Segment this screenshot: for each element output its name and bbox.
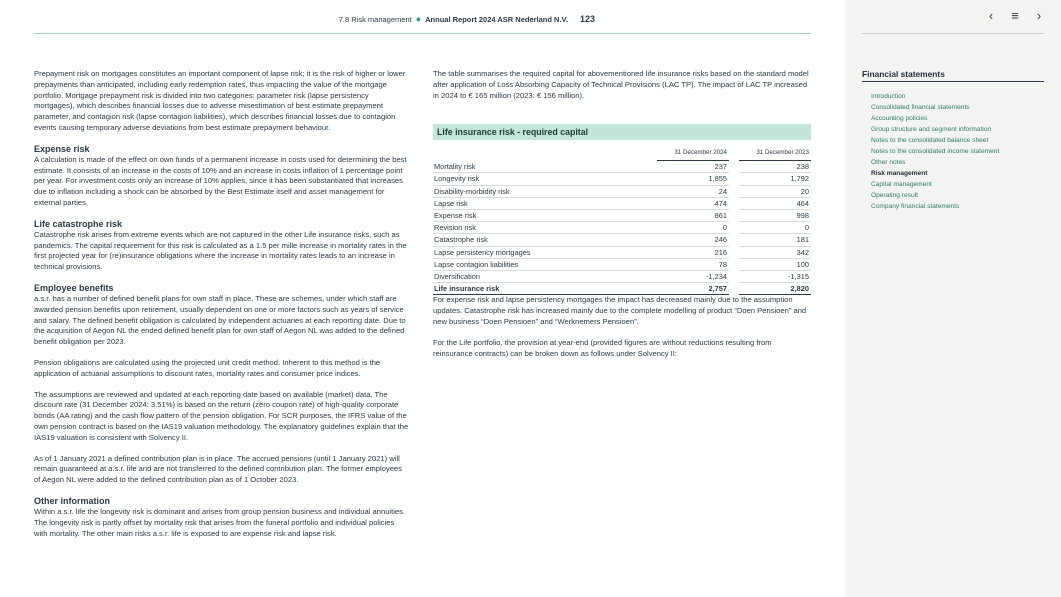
value-2024: 246 bbox=[657, 234, 729, 246]
table-row bbox=[433, 210, 811, 222]
value-2023: 0 bbox=[739, 222, 811, 234]
section-label: 7.8 Risk management bbox=[338, 14, 412, 24]
value-2023: 464 bbox=[739, 197, 811, 209]
assumptions-paragraph: The assumptions are reviewed and updated at each reporting date based on available (market) data. The discount rate (31 December 2024: 3.51%) is based on the return (zero coupon rate) of high-quality corporate bonds (AA rating) and the cash flow pattern of the pension obligation. For SCR purposes, the IFRS value of the own pension contract is based on the IAS19 valuation methodology. The explanatory guidelines explain that the IAS19 valuation is consistent with Solvency II. bbox=[34, 389, 409, 442]
expense-risk-paragraph: A calculation is made of the effect on own funds of a permanent increase in costs used for determining the best estimate. It consists of an increase in the costs of 10% and an increase in costs inflation of 1 percentage point per year. For investment costs only an increase of 10% applies, since it has been substantiated that increases due to inflation including a shock can be absorbed by the Best Estimate itself and asset management for external parties. bbox=[34, 154, 407, 207]
value-2024: 861 bbox=[657, 210, 729, 222]
value-2024: 24 bbox=[657, 185, 729, 197]
panel-divider bbox=[862, 33, 1044, 34]
sidebar-item-consolidated-financial-statements[interactable]: Consolidated financial statements bbox=[871, 104, 970, 112]
page-number: 123 bbox=[579, 14, 595, 24]
menu-icon[interactable]: ≡ bbox=[1011, 8, 1019, 23]
row-label: Life insurance risk bbox=[433, 283, 657, 295]
sidebar-item-company-financial-statements[interactable]: Company financial statements bbox=[871, 203, 960, 211]
row-label: Expense risk bbox=[433, 210, 657, 222]
table-row bbox=[433, 173, 811, 185]
table-row bbox=[433, 258, 811, 270]
table-intro-paragraph: The table summarises the required capital for abovementioned life insurance risks based on the standard model after application of Loss Absorbing Capacity of Technical Provisions (LAC TP). The impact of LAC TP increased in 2024 to € 165 million (2023: € 156 million). bbox=[433, 69, 809, 100]
table-total-row bbox=[433, 283, 811, 295]
table-row bbox=[433, 197, 811, 209]
value-2024: 216 bbox=[657, 246, 729, 258]
contribution-paragraph: As of 1 January 2021 a defined contribution plan is in place. The accrued pensions (until 1 January 2021) will remain guaranteed at a.s.r. life and are not transferred to the defined contribution plan. The former employees of Aegon NL were added to the defined contribution plan as of 1 October 2023. bbox=[34, 453, 402, 485]
nav-controls bbox=[985, 9, 1045, 23]
value-2024: 474 bbox=[657, 197, 729, 209]
header-divider bbox=[34, 33, 811, 34]
value-2023: -1,315 bbox=[739, 271, 811, 283]
employee-benefits-heading: Employee benefits bbox=[34, 282, 114, 293]
sidebar-title: Financial statements bbox=[862, 69, 945, 79]
chevron-left-icon[interactable]: ‹ bbox=[988, 8, 994, 23]
row-label: Lapse contagion liabilities bbox=[433, 258, 657, 270]
other-information-heading: Other information bbox=[34, 495, 110, 506]
value-2024: -1,234 bbox=[657, 271, 729, 283]
row-label: Mortality risk bbox=[433, 161, 657, 173]
sidebar-item-introduction[interactable]: Introduction bbox=[871, 93, 906, 100]
right-column bbox=[433, 69, 811, 369]
prepayment-paragraph: Prepayment risk on mortgages constitutes an important component of lapse risk; it is the risk of higher or lower prepayments than anticipated, including early redemption rates, thus impacting the value of the mortgage portfolio. Mortgage prepayment risk is divided into two categories: parameter risk (lapse persistency mortgages), which describes financial losses due to adverse misestimation of best estimate prepayment parameter, and contagion risk (lapse contagion liabilities), which describes financial losses due to contagion events causing temporary adverse deviations from best estimate prepayment behaviour. bbox=[34, 69, 406, 132]
sidebar-item-risk-management[interactable]: Risk management bbox=[871, 170, 928, 178]
value-2023: 238 bbox=[739, 161, 811, 173]
provision-paragraph: For the Life portfolio, the provision at year-end (provided figures are without reductions resulting from reinsurance contracts) can be broken down as follows under Solvency II: bbox=[433, 337, 772, 358]
row-label: Longevity risk bbox=[433, 173, 657, 185]
sidebar-item-accounting-policies[interactable]: Accounting policies bbox=[871, 115, 928, 123]
sidebar-item-operating-result[interactable]: Operating result bbox=[871, 192, 918, 200]
value-2024: 2,757 bbox=[657, 283, 729, 295]
table-title: Life insurance risk - required capital bbox=[433, 124, 811, 140]
table-row bbox=[433, 246, 811, 258]
other-information-paragraph: Within a.s.r. life the longevity risk is dominant and arises from group pension business and individual annuities. The longevity risk is partly offset by mortality risk that arises from the funeral portfolio and individual policies with mortality. The other main risks a.s.r. life is exposed to are expense risk and lapse risk. bbox=[34, 506, 406, 538]
value-2023: 20 bbox=[739, 185, 811, 197]
value-2024: 1,855 bbox=[657, 173, 729, 185]
table-commentary-paragraph: For expense risk and lapse persistency mortgages the impact has decreased mainly due to the assumption updates. Catastrophe risk has increased mainly due to the complete modelling of product “Doen Pensioen” and new business “Doen Pensioen” and “Werknemers Pensioen”. bbox=[433, 295, 807, 327]
sidebar-item-group-structure-and-segment-information[interactable]: Group structure and segment information bbox=[871, 126, 992, 134]
table-row bbox=[433, 234, 811, 246]
left-column bbox=[34, 69, 409, 549]
row-label: Lapse risk bbox=[433, 197, 657, 209]
chevron-right-icon[interactable]: › bbox=[1036, 8, 1042, 23]
pension-paragraph: Pension obligations are calculated using the projected unit credit method. Inherent to this method is the application of actuarial assumptions to discount rates, mortality rates and consumer price indices. bbox=[34, 357, 381, 378]
value-2023: 1,792 bbox=[739, 173, 811, 185]
separator-dot-icon: ● bbox=[415, 13, 422, 24]
table-body bbox=[433, 161, 811, 295]
table-row bbox=[433, 222, 811, 234]
value-2023: 181 bbox=[739, 234, 811, 246]
value-2023: 100 bbox=[739, 258, 811, 270]
row-label: Disability-morbidity risk bbox=[433, 185, 657, 197]
row-label: Diversification bbox=[433, 271, 657, 283]
row-label: Revision risk bbox=[433, 222, 657, 234]
table-row bbox=[433, 271, 811, 283]
report-title: Annual Report 2024 ASR Nederland N.V. bbox=[425, 14, 568, 24]
column-header-2023: 31 December 2023 bbox=[739, 148, 811, 160]
value-2024: 78 bbox=[657, 258, 729, 270]
expense-risk-heading: Expense risk bbox=[34, 143, 90, 154]
table-of-contents bbox=[871, 91, 999, 213]
table-header-blank bbox=[433, 148, 657, 160]
value-2024: 237 bbox=[657, 161, 729, 173]
row-label: Catastrophe risk bbox=[433, 234, 657, 246]
sidebar-item-capital-management[interactable]: Capital management bbox=[871, 181, 932, 189]
sidebar-item-notes-to-the-consolidated-balance-sheet[interactable]: Notes to the consolidated balance sheet bbox=[871, 137, 989, 145]
value-2024: 0 bbox=[657, 222, 729, 234]
catastrophe-heading: Life catastrophe risk bbox=[34, 218, 123, 229]
table-row bbox=[433, 161, 811, 173]
column-header-2024: 31 December 2024 bbox=[657, 148, 729, 160]
life-risk-table bbox=[433, 148, 811, 295]
table-row bbox=[433, 185, 811, 197]
value-2023: 998 bbox=[739, 210, 811, 222]
catastrophe-paragraph: Catastrophe risk arises from extreme events which are not captured in the other Life insurance risks, such as pandemics. The capital requirement for this risk is calculated as a 1.5 per mille increase in mortality rates in the first projected year for (re)insurance obligations where the increase in mortality rates leads to an increase in technical provisions. bbox=[34, 229, 407, 272]
employee-benefits-paragraph: a.s.r. has a number of defined benefit plans for own staff in place. These are schemes, under which staff are awarded pension benefits upon retirement, usually dependent on one or more factors such as years of service and salary. The defined benefit obligation is calculated by independent actuaries at each reporting date. Due to the acquisition of Aegon NL the ended defined benefit plan for own staff of Aegon NL was added to the defined benefit obligation per 2023. bbox=[34, 293, 406, 347]
navigation-panel bbox=[845, 0, 1061, 597]
value-2023: 2,820 bbox=[739, 283, 811, 295]
page-header bbox=[339, 14, 595, 24]
sidebar-item-other-notes[interactable]: Other notes bbox=[871, 159, 906, 167]
row-label: Lapse persistency mortgages bbox=[433, 246, 657, 258]
sidebar-title-underline bbox=[862, 81, 1044, 82]
value-2023: 342 bbox=[739, 246, 811, 258]
sidebar-item-notes-to-the-consolidated-income-statement[interactable]: Notes to the consolidated income statement bbox=[871, 148, 1000, 156]
